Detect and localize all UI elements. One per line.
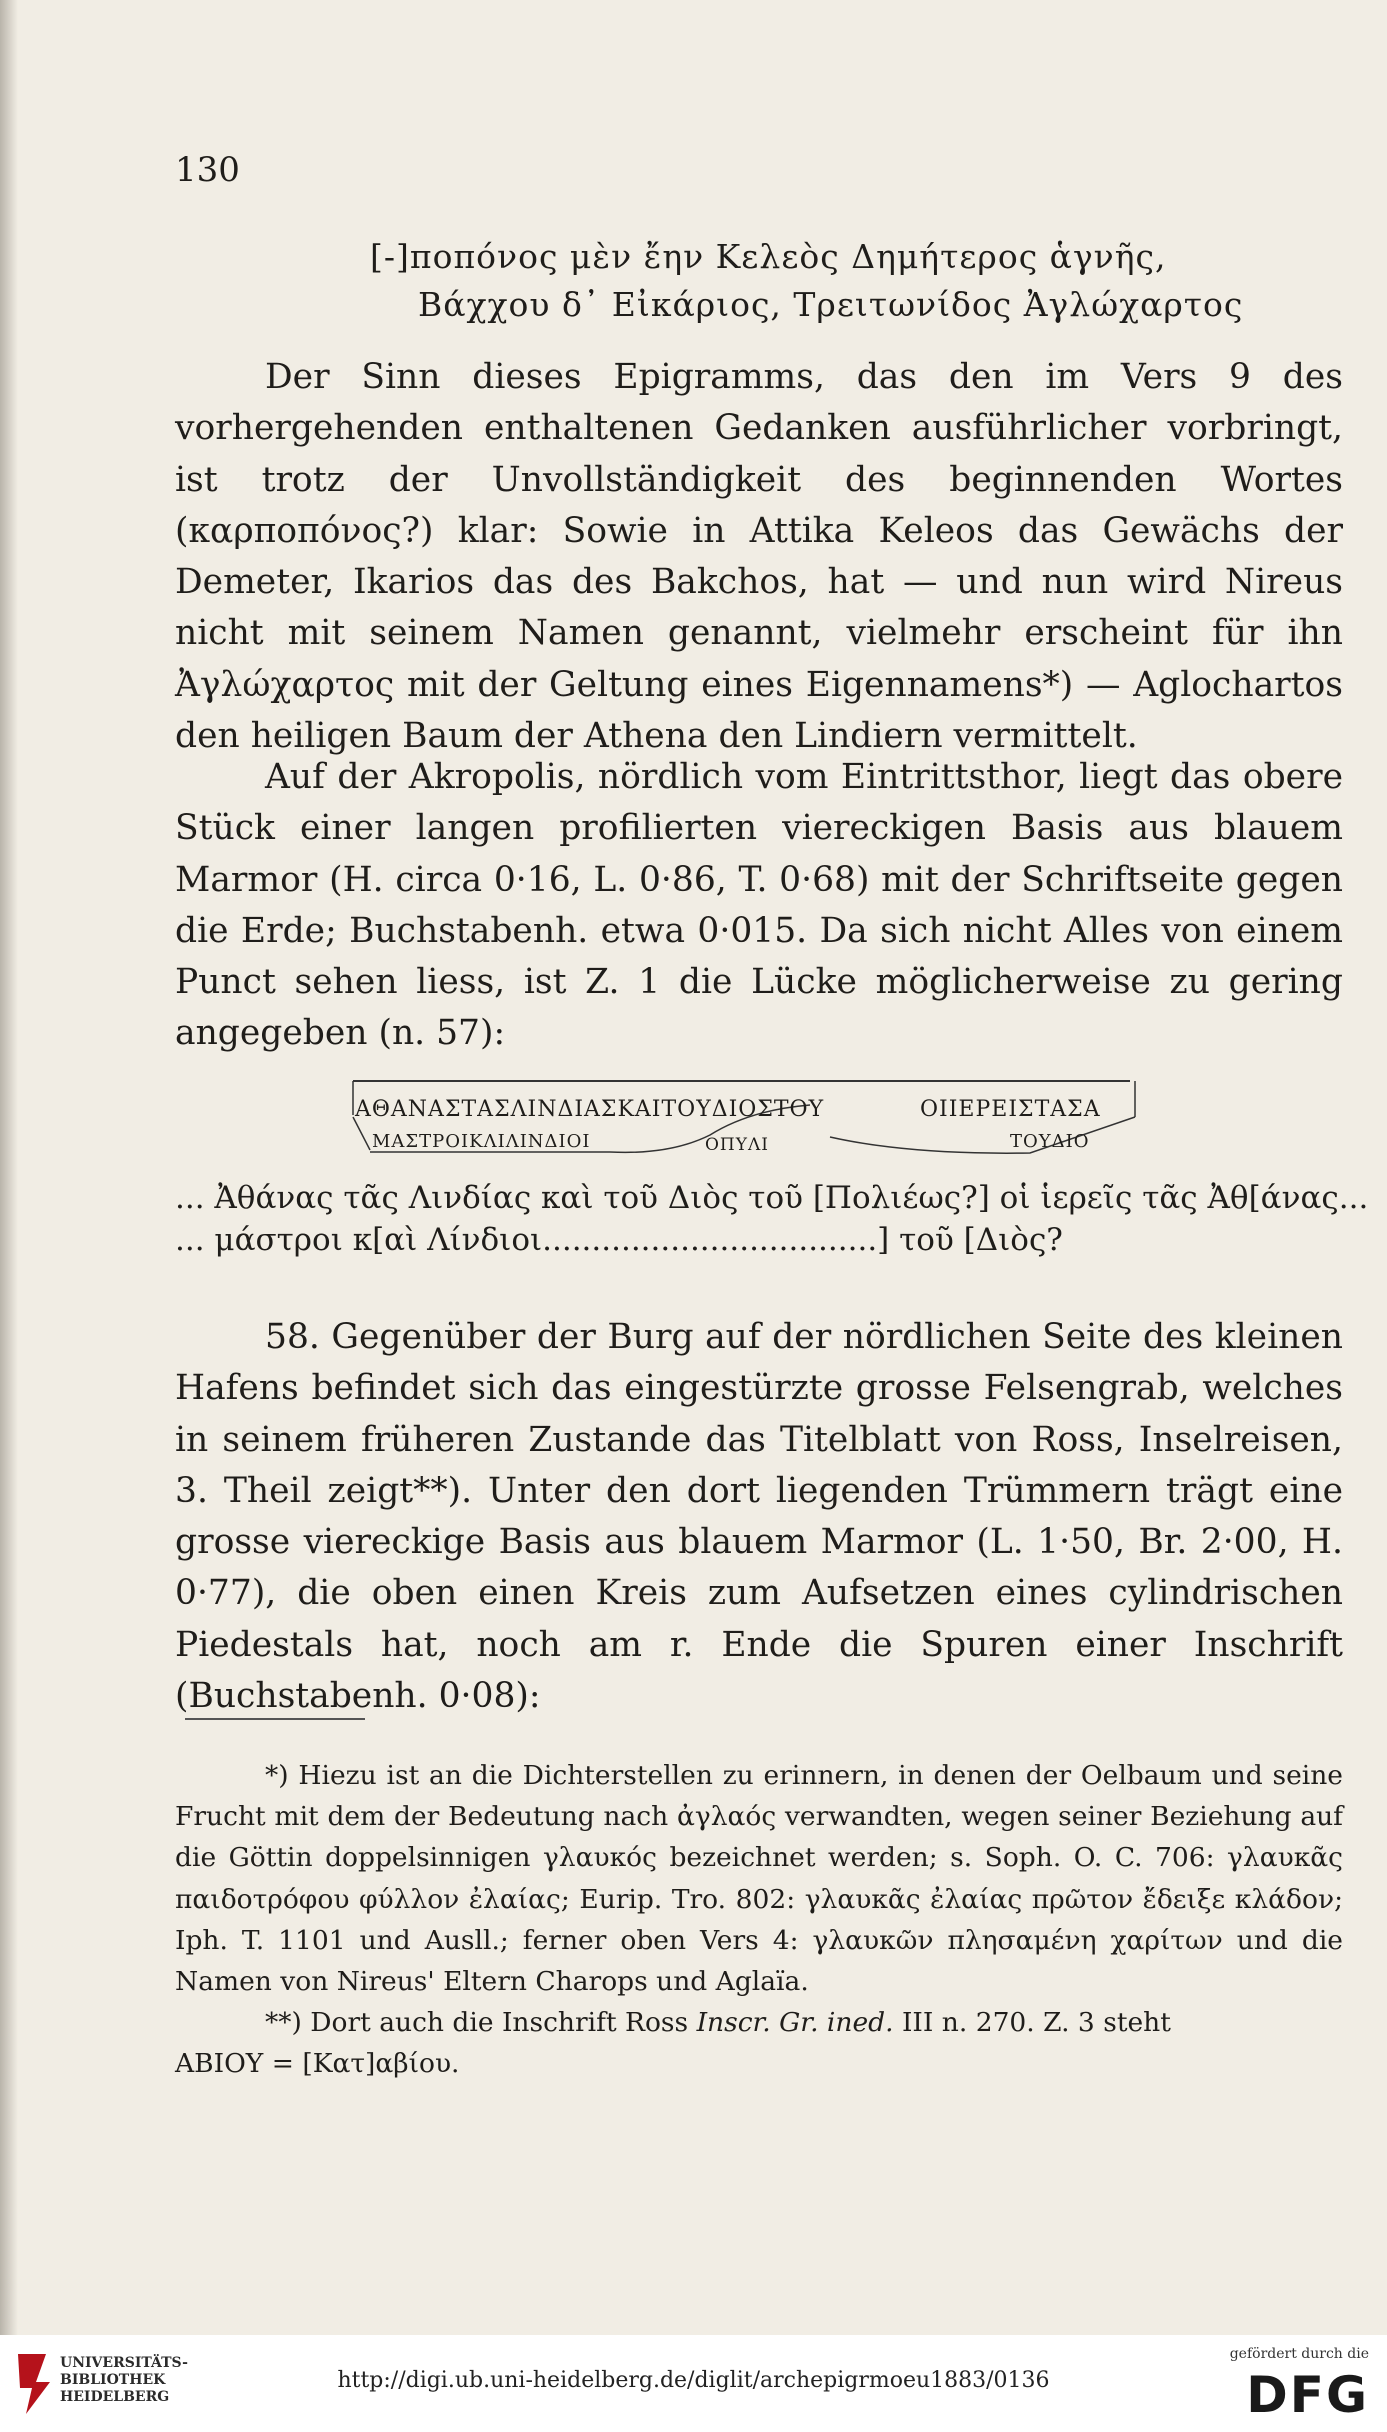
paragraph-1: Der Sinn dieses Epigramms, das den im Vers 9 des vorhergehenden enthaltenen Gedanken ausführlicher vorbringt, ist trotz der Unvollständigkeit des beginnenden Wortes (καρποπόνος?) klar: Sowie in Attika Keleos das Gewächs der Demeter, Ikarios das des Bakchos, hat — und nun wird Nireus nicht mit seinem Namen genannt, vielmehr erscheint für ihn Ἀγλώχαρτος mit der Geltung eines Eigennamens*) — Aglochartos den heiligen Baum der Athena den Lindiern vermittelt. [175,357,1343,757]
verse-line-1: [-]ποπόνος μὲν ἔην Κελεὸς Δημήτερος ἁγνῆς, [370,237,1167,276]
inscription-drawing [350,1075,1150,1165]
footnote-1: *) Hiezu ist an die Dichterstellen zu erinnern, in denen der Oelbaum und seine Frucht mit dem der Bedeutung nach ἀγλαός verwandten, wegen seiner Beziehung auf die Göttin doppelsinnigen γλαυκός bezeichnet werden; s. Soph. O. C. 706: γλαυκᾶς παιδοτρόφου φύλλον ἐλαίας; Eurip. Tro. 802: γλαυκᾶς ἐλαίας πρῶτον ἔδειξε κλάδον; Iph. T. 1101 und Ausll.; ferner oben Vers 4: γλαυκῶν πλησαμένη χαρίτων und die Namen von Nireus' Eltern Charops und Aglaïa. [175,1760,1343,1998]
page-gutter-shadow [0,0,18,2335]
footnote-divider [185,1718,365,1720]
footnotes [175,1755,1343,2085]
footnote-2 [175,2002,1343,2043]
page-number: 130 [175,150,240,190]
footnote-2-text-end: III n. 270. Z. 3 steht [901,2007,1171,2039]
transcription-line-2: ... μάστροι κ[αὶ Λίνδιοι..................................] τοῦ [Διὸς? [175,1222,1063,1258]
inscription-line-2-left: ΜΑΣΤΡΟΙΚΛΙΛΙΝΔΙΟΙ [372,1131,591,1152]
page-url[interactable]: http://digi.ub.uni-heidelberg.de/diglit/archepigrmoeu1883/0136 [337,2368,1050,2393]
footnote-2-text: **) Dort auch die Inschrift Ross [265,2007,689,2039]
footnote-2-line-2: ΑΒΙΟΥ = [Κατ]αβίου. [175,2048,460,2080]
library-name: UNIVERSITÄTS- BIBLIOTHEK HEIDELBERG [60,2355,188,2405]
dfg-logo: DFG [1246,2366,1369,2424]
inscription-line-2-mid: ΟΠΥΛΙ [705,1135,769,1155]
inscription-line-1-right: ΟΙΙΕΡΕΙΣΤΑΣΑ [920,1097,1101,1122]
funding-caption: gefördert durch die [1229,2346,1369,2362]
inscription-line-2-right: ΤΟΥΔΙΟ [1010,1131,1090,1152]
footnote-2-citation: Inscr. Gr. ined. [696,2007,894,2039]
verse-line-2: Βάχχου δ᾽ Εἰκάριος, Τρειτωνίδος Ἀγλώχαρτος [418,285,1244,324]
paragraph-2: Auf der Akropolis, nördlich vom Eintrittsthor, liegt das obere Stück einer langen profilierten viereckigen Basis aus blauem Marmor (H. circa 0·16, L. 0·86, T. 0·68) mit der Schriftseite gegen die Erde; Buchstabenh. etwa 0·015. Da sich nicht Alles von einem Punct sehen liess, ist Z. 1 die Lücke möglicherweise zu gering angegeben (n. 57): [175,757,1343,1054]
inscription-line-1-left: ΑΘΑΝΑΣΤΑΣΛΙΝΔΙΑΣΚΑΙΤΟΥΔΙΟΣΤΟΥ [355,1097,825,1122]
transcription-line-1: ... Ἀθάνας τᾶς Λινδίας καὶ τοῦ Διὸς τοῦ [Πολιέως?] οἱ ἱερεῖς τᾶς Ἀθ[άνας... [175,1180,1369,1216]
paragraph-3: 58. Gegenüber der Burg auf der nördlichen Seite des kleinen Hafens befindet sich das eingestürzte grosse Felsengrab, welches in seinem früheren Zustande das Titelblatt von Ross, Inselreisen, 3. Theil zeigt**). Unter den dort liegenden Trümmern trägt eine grosse viereckige Basis aus blauem Marmor (L. 1·50, Br. 2·00, H. 0·77), die oben einen Kreis zum Aufsetzen eines cylindrischen Piedestals hat, noch am r. Ende die Spuren einer Inschrift (Buchstabenh. 0·08): [175,1317,1343,1717]
